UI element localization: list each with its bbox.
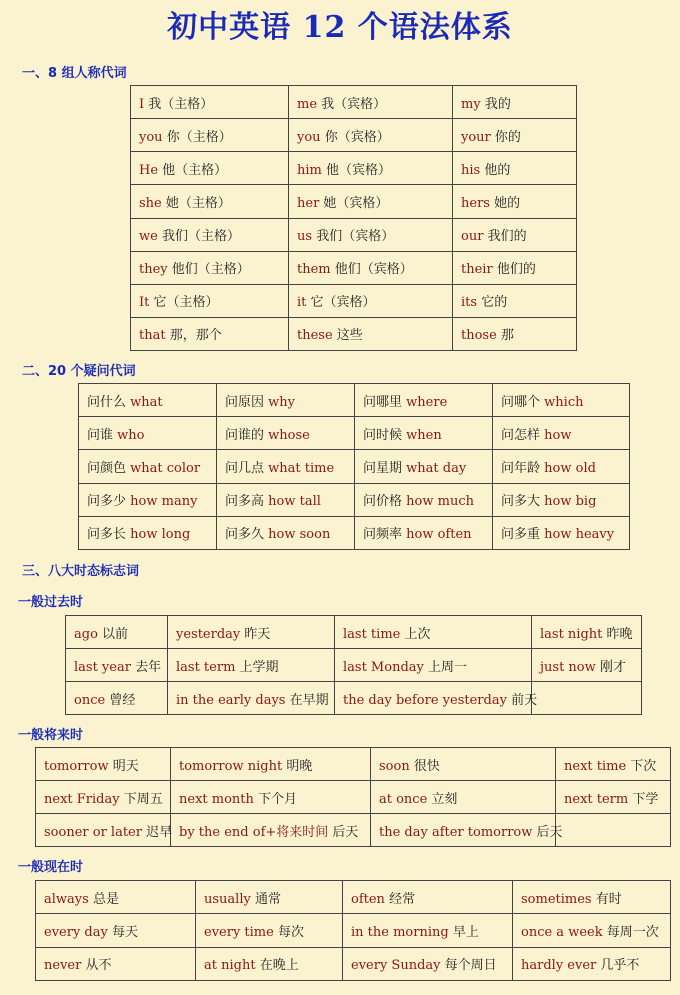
english-term: usually	[204, 891, 251, 907]
english-term: last time	[343, 626, 401, 642]
chinese-meaning: 立刻	[431, 791, 458, 807]
english-term: sometimes	[521, 891, 592, 907]
table-row	[36, 814, 671, 847]
table-cell	[131, 317, 289, 350]
table-row	[79, 417, 630, 450]
english-term: last year	[74, 659, 131, 675]
table-cell	[371, 781, 556, 814]
chinese-meaning: 问哪个	[501, 394, 541, 410]
table-cell	[196, 881, 343, 914]
english-term: how big	[544, 494, 597, 510]
table-cell	[36, 914, 196, 947]
english-term: at once	[379, 791, 428, 807]
chinese-meaning: 问年龄	[501, 460, 541, 476]
table-row	[131, 284, 577, 317]
english-term: how soon	[268, 527, 331, 543]
chinese-meaning: 它（宾格）	[310, 295, 376, 311]
table-cell	[131, 119, 289, 152]
table-cell	[196, 947, 343, 980]
table-cell	[343, 947, 513, 980]
table-cell	[168, 649, 335, 682]
chinese-meaning: 他（宾格）	[326, 162, 392, 178]
table-row	[79, 516, 630, 549]
table-cell	[36, 814, 171, 847]
chinese-meaning: 我的	[484, 96, 511, 112]
section-heading-tense-markers: 三、八大时态标志词	[22, 564, 140, 579]
english-term: whose	[268, 427, 310, 443]
table-cell	[453, 119, 577, 152]
chinese-meaning: 每次	[277, 924, 304, 940]
chinese-meaning: 问原因	[225, 394, 265, 410]
english-term: their	[461, 262, 493, 278]
english-term: how	[544, 427, 572, 443]
table-cell	[513, 881, 671, 914]
chinese-meaning: 曾经	[109, 692, 136, 708]
table-row	[79, 450, 630, 483]
table-cell	[289, 86, 453, 119]
english-term: you	[297, 129, 321, 145]
table-cell	[196, 914, 343, 947]
section-heading-simple-past: 一般过去时	[18, 595, 84, 610]
english-term: our	[461, 229, 484, 245]
english-term: those	[461, 328, 497, 344]
table-cell	[289, 284, 453, 317]
chinese-meaning: 她（宾格）	[323, 195, 389, 211]
table-cell	[335, 649, 532, 682]
chinese-meaning: 去年	[135, 659, 162, 675]
table-cell	[335, 616, 532, 649]
table-cell	[217, 516, 355, 549]
table-cell	[171, 748, 371, 781]
english-term: the day before yesterday	[343, 692, 507, 708]
chinese-meaning: 刚才	[599, 659, 626, 675]
table-cell	[556, 814, 671, 847]
simple-future-table	[35, 747, 671, 847]
english-term: they	[139, 262, 168, 278]
chinese-meaning: 总是	[92, 891, 119, 907]
english-term: how many	[130, 494, 198, 510]
english-term: once	[74, 692, 106, 708]
chinese-meaning: 他（主格）	[162, 162, 228, 178]
table-cell	[131, 86, 289, 119]
table-cell	[453, 152, 577, 185]
english-term: at night	[204, 958, 256, 974]
table-row	[79, 384, 630, 417]
english-term: tomorrow night	[179, 758, 283, 774]
table-cell	[355, 483, 493, 516]
english-term: sooner or later	[44, 824, 142, 840]
english-term: what color	[130, 460, 201, 476]
english-term: He	[139, 162, 159, 178]
table-cell	[355, 417, 493, 450]
chinese-meaning: 她（主格）	[165, 195, 231, 211]
chinese-meaning: 问多高	[225, 494, 265, 510]
page-title: 初中英语 12 个语法体系	[167, 10, 513, 45]
english-term: my	[461, 96, 481, 112]
chinese-meaning: 明天	[112, 758, 139, 774]
table-cell	[168, 616, 335, 649]
section-heading-simple-future: 一般将来时	[18, 728, 84, 743]
table-cell	[36, 881, 196, 914]
chinese-meaning: 问颜色	[87, 460, 127, 476]
table-row	[131, 86, 577, 119]
table-cell	[532, 649, 642, 682]
section-heading-interrogatives: 二、20 个疑问代词	[22, 364, 136, 379]
english-term: you	[139, 129, 163, 145]
chinese-meaning: 我（主格）	[148, 96, 214, 112]
table-row	[36, 947, 671, 980]
chinese-meaning: 上学期	[239, 659, 279, 675]
table-cell	[79, 384, 217, 417]
table-cell	[66, 649, 168, 682]
english-term: its	[461, 295, 478, 311]
chinese-meaning: 通常	[254, 891, 281, 907]
chinese-meaning: 我们（主格）	[161, 229, 240, 245]
chinese-meaning: 问谁的	[225, 427, 265, 443]
table-cell	[493, 417, 630, 450]
table-row	[131, 119, 577, 152]
table-cell	[371, 748, 556, 781]
chinese-meaning: 我（宾格）	[321, 96, 387, 112]
chinese-meaning: 每天	[111, 924, 138, 940]
table-cell	[66, 682, 168, 715]
chinese-meaning: 那，那个	[169, 328, 222, 344]
interrogative-table	[78, 383, 630, 550]
table-row	[36, 748, 671, 781]
chinese-meaning: 早上	[452, 924, 479, 940]
english-term: why	[268, 394, 296, 410]
table-cell	[453, 284, 577, 317]
table-cell	[513, 947, 671, 980]
table-cell	[36, 748, 171, 781]
chinese-meaning: 他们（主格）	[171, 262, 250, 278]
english-term: yesterday	[176, 626, 241, 642]
table-cell	[131, 284, 289, 317]
english-term: every Sunday	[351, 958, 441, 974]
chinese-meaning: 从不	[85, 958, 112, 974]
table-cell	[493, 516, 630, 549]
english-term: what time	[268, 460, 335, 476]
section-heading-pronouns: 一、8 组人称代词	[22, 66, 127, 81]
table-cell	[79, 450, 217, 483]
chinese-meaning: 你的	[494, 129, 521, 145]
chinese-meaning: 在早期	[289, 692, 329, 708]
table-cell	[171, 814, 371, 847]
english-term: which	[544, 394, 584, 410]
english-term: we	[139, 229, 158, 245]
chinese-meaning: 迟早	[146, 824, 173, 840]
chinese-meaning: 问多重	[501, 527, 541, 543]
table-cell	[168, 682, 335, 715]
table-cell	[453, 251, 577, 284]
table-cell	[355, 450, 493, 483]
english-term: how long	[130, 527, 191, 543]
english-term: ago	[74, 626, 98, 642]
chinese-meaning: 问多少	[87, 494, 127, 510]
english-term: who	[117, 427, 145, 443]
english-term: that	[139, 328, 166, 344]
english-term: how tall	[268, 494, 321, 510]
table-cell	[453, 218, 577, 251]
chinese-meaning: 以前	[102, 626, 129, 642]
english-term: she	[139, 195, 162, 211]
chinese-meaning: 每个周日	[444, 958, 497, 974]
table-cell	[36, 781, 171, 814]
english-term: when	[406, 427, 442, 443]
table-cell	[289, 317, 453, 350]
english-term: in the early days	[176, 692, 286, 708]
chinese-meaning: 我们的	[487, 229, 527, 245]
english-term: once a week	[521, 924, 603, 940]
chinese-meaning: 问怎样	[501, 427, 541, 443]
chinese-meaning: 问多久	[225, 527, 265, 543]
chinese-meaning: 它（主格）	[153, 295, 219, 311]
chinese-meaning: 在晚上	[259, 958, 299, 974]
chinese-meaning: 这些	[336, 328, 363, 344]
table-cell	[217, 417, 355, 450]
chinese-meaning: 问频率	[363, 527, 403, 543]
english-term: her	[297, 195, 320, 211]
english-term: never	[44, 958, 82, 974]
english-term: in the morning	[351, 924, 449, 940]
table-row	[79, 483, 630, 516]
english-term: often	[351, 891, 385, 907]
chinese-meaning: 下学	[632, 791, 659, 807]
chinese-meaning: 经常	[389, 891, 416, 907]
chinese-meaning: 你（主格）	[166, 129, 232, 145]
english-term: his	[461, 162, 481, 178]
table-row	[131, 185, 577, 218]
table-row	[66, 616, 642, 649]
english-term: them	[297, 262, 331, 278]
english-term: how much	[406, 494, 474, 510]
english-term: hardly ever	[521, 958, 597, 974]
table-row	[131, 317, 577, 350]
table-cell	[289, 251, 453, 284]
table-cell	[289, 218, 453, 251]
english-term: how often	[406, 527, 472, 543]
english-term: him	[297, 162, 322, 178]
table-cell	[453, 317, 577, 350]
table-cell	[343, 914, 513, 947]
table-row	[66, 649, 642, 682]
table-cell	[66, 616, 168, 649]
table-cell	[289, 185, 453, 218]
table-cell	[335, 682, 538, 715]
chinese-meaning: 很快	[413, 758, 440, 774]
chinese-meaning: 它的	[481, 295, 508, 311]
chinese-meaning: 昨天	[244, 626, 271, 642]
table-cell	[131, 251, 289, 284]
chinese-meaning: 问多长	[87, 527, 127, 543]
english-term: where	[406, 394, 448, 410]
table-cell	[493, 384, 630, 417]
english-term: It	[139, 295, 150, 311]
table-cell	[343, 881, 513, 914]
chinese-meaning: 你（宾格）	[324, 129, 390, 145]
table-cell	[289, 119, 453, 152]
table-cell	[556, 781, 671, 814]
chinese-meaning: 后天	[332, 824, 359, 840]
chinese-meaning: 下周五	[123, 791, 163, 807]
table-cell	[532, 616, 642, 649]
table-row	[36, 914, 671, 947]
chinese-meaning: 有时	[595, 891, 622, 907]
chinese-meaning: 明晚	[286, 758, 313, 774]
table-cell	[355, 384, 493, 417]
english-term: how heavy	[544, 527, 615, 543]
english-term: soon	[379, 758, 410, 774]
table-cell	[289, 152, 453, 185]
english-term: what day	[406, 460, 467, 476]
english-term: what	[130, 394, 163, 410]
table-cell	[493, 483, 630, 516]
pronoun-table	[130, 85, 577, 351]
chinese-meaning: 昨晚	[606, 626, 633, 642]
chinese-meaning: 问星期	[363, 460, 403, 476]
table-cell	[217, 483, 355, 516]
chinese-meaning: 他们（宾格）	[334, 262, 413, 278]
table-row	[36, 781, 671, 814]
table-cell	[79, 516, 217, 549]
english-term: it	[297, 295, 307, 311]
chinese-meaning: 几乎不	[600, 958, 640, 974]
english-term: next term	[564, 791, 629, 807]
english-term: how old	[544, 460, 596, 476]
chinese-meaning: 问多大	[501, 494, 541, 510]
english-term: by the end of+将来时间	[179, 824, 329, 840]
table-cell	[556, 748, 671, 781]
table-cell	[371, 814, 563, 847]
english-term: the day after tomorrow	[379, 824, 533, 840]
chinese-meaning: 问几点	[225, 460, 265, 476]
table-cell	[453, 185, 577, 218]
chinese-meaning: 我们（宾格）	[316, 229, 395, 245]
chinese-meaning: 问谁	[87, 427, 114, 443]
section-heading-simple-present: 一般现在时	[18, 860, 84, 875]
chinese-meaning: 下次	[630, 758, 657, 774]
chinese-meaning: 上次	[404, 626, 431, 642]
english-term: tomorrow	[44, 758, 109, 774]
table-cell	[79, 483, 217, 516]
table-cell	[453, 86, 577, 119]
simple-present-table	[35, 880, 671, 981]
english-term: your	[461, 129, 491, 145]
chinese-meaning: 下个月	[258, 791, 298, 807]
table-cell	[131, 185, 289, 218]
english-term: next Friday	[44, 791, 120, 807]
english-term: last term	[176, 659, 236, 675]
table-cell	[355, 516, 493, 549]
chinese-meaning: 问哪里	[363, 394, 403, 410]
table-cell	[171, 781, 371, 814]
chinese-meaning: 他们的	[496, 262, 536, 278]
english-term: every time	[204, 924, 274, 940]
table-cell	[79, 417, 217, 450]
english-term: last night	[540, 626, 603, 642]
chinese-meaning: 问时候	[363, 427, 403, 443]
table-row	[131, 152, 577, 185]
english-term: next time	[564, 758, 627, 774]
chinese-meaning: 他的	[484, 162, 511, 178]
english-term: I	[139, 96, 145, 112]
chinese-meaning: 她的	[494, 195, 521, 211]
chinese-meaning: 问什么	[87, 394, 127, 410]
table-row	[36, 881, 671, 914]
simple-past-table	[65, 615, 642, 715]
chinese-meaning: 问价格	[363, 494, 403, 510]
table-cell	[217, 450, 355, 483]
table-cell	[493, 450, 630, 483]
table-cell	[513, 914, 671, 947]
english-term: always	[44, 891, 89, 907]
english-term: last Monday	[343, 659, 424, 675]
english-term: us	[297, 229, 313, 245]
english-term: these	[297, 328, 333, 344]
table-cell	[131, 218, 289, 251]
chinese-meaning: 后天	[536, 824, 563, 840]
english-term: every day	[44, 924, 108, 940]
table-row	[131, 251, 577, 284]
table-cell	[217, 384, 355, 417]
english-term: just now	[540, 659, 596, 675]
table-row	[131, 218, 577, 251]
english-term: next month	[179, 791, 254, 807]
table-cell	[131, 152, 289, 185]
chinese-meaning: 那	[500, 328, 514, 344]
chinese-meaning: 前天	[511, 692, 538, 708]
english-term: me	[297, 96, 318, 112]
table-row	[66, 682, 642, 715]
table-cell	[36, 947, 196, 980]
chinese-meaning: 每周一次	[606, 924, 659, 940]
table-cell	[532, 682, 642, 715]
chinese-meaning: 上周一	[428, 659, 468, 675]
english-term: hers	[461, 195, 490, 211]
